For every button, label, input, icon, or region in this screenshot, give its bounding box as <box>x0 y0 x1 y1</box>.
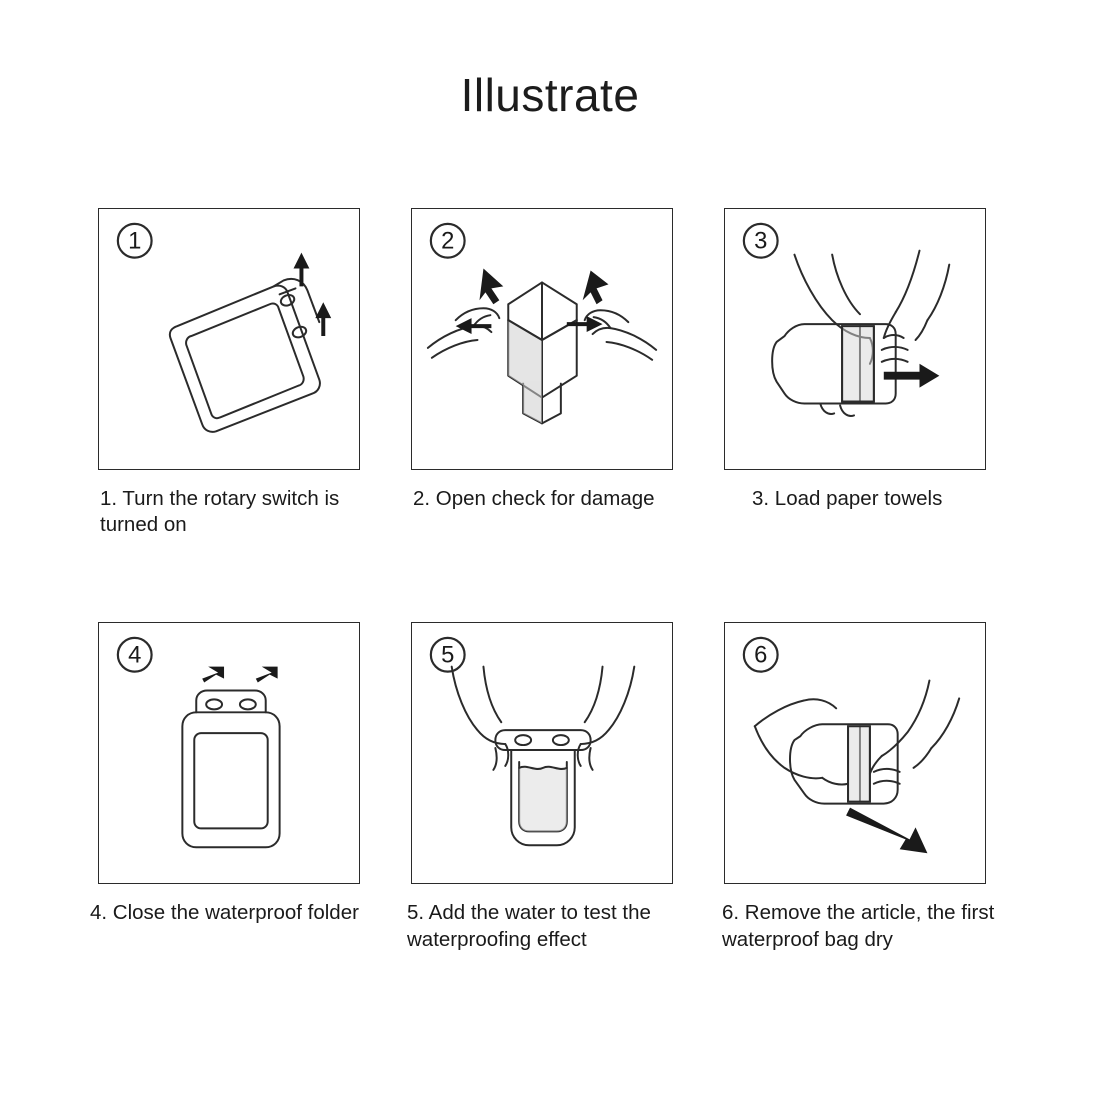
svg-text:1: 1 <box>128 227 142 255</box>
svg-text:6: 6 <box>754 642 768 670</box>
svg-text:2: 2 <box>441 227 455 255</box>
step-caption-1: 1. Turn the rotary switch is turned on <box>100 487 340 537</box>
step-card-1 <box>80 208 393 538</box>
step-illustration-6 <box>724 622 986 884</box>
step-card-4 <box>80 622 393 952</box>
step-caption-2: 2. Open check for damage <box>413 487 655 510</box>
step-illustration-3 <box>724 208 986 470</box>
svg-text:4: 4 <box>128 642 142 670</box>
step-illustration-1 <box>98 208 360 470</box>
step-caption-5: 5. Add the water to test the waterproofing effect <box>407 901 651 951</box>
step-caption-6: 6. Remove the article, the first waterproof bag dry <box>722 901 995 951</box>
step-card-2 <box>393 208 706 538</box>
step-caption-4: 4. Close the waterproof folder <box>90 901 359 925</box>
step-illustration-2 <box>411 208 673 470</box>
steps-grid <box>80 208 1020 993</box>
step-card-6 <box>706 622 1019 952</box>
step-card-5 <box>393 622 706 952</box>
svg-text:3: 3 <box>754 227 768 255</box>
step-illustration-5 <box>411 622 673 884</box>
svg-text:5: 5 <box>441 642 455 670</box>
step-card-3 <box>706 208 1019 538</box>
page-title: Illustrate <box>460 69 640 121</box>
step-caption-3: 3. Load paper towels <box>752 487 943 510</box>
step-illustration-4 <box>98 622 360 884</box>
